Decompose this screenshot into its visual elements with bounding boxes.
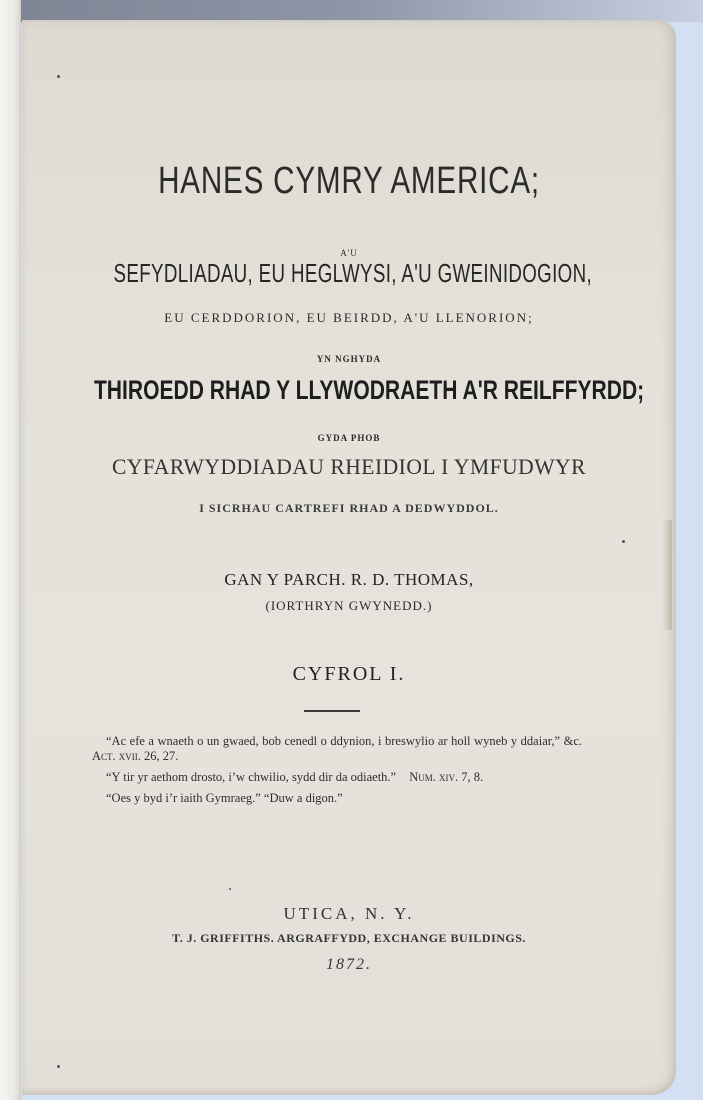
divider-rule	[304, 710, 360, 712]
book-spine-edge	[0, 0, 21, 1100]
epigraph-text: “Oes y byd i’r iaith Gymraeg.” “Duw a digon.”	[106, 791, 343, 805]
epigraph-2	[82, 770, 582, 785]
subtitle-line-5: I SICRHAU CARTREFI RHAD A DEDWYDDOL.	[199, 501, 499, 515]
paper-speck	[57, 75, 60, 78]
epigraphs	[82, 734, 582, 806]
author-line: GAN Y PARCH. R. D. THOMAS,	[224, 570, 474, 589]
subtitle-line-3: THIROEDD RHAD Y LLYWODRAETH A'R REILFFYRDD;	[93, 375, 645, 405]
epigraph-text: “Y tir yr aethom drosto, i’w chwilio, sydd dir da odiaeth.”	[106, 770, 397, 784]
paper-speck	[622, 540, 625, 543]
paper-speck	[57, 1065, 60, 1068]
connector-au: A'U	[340, 248, 358, 258]
volume-label: CYFROL I.	[292, 663, 406, 685]
connector-gyda-phob: GYDA PHOB	[317, 433, 381, 443]
subtitle-line-2: EU CERDDORION, EU BEIRDD, A'U LLENORION;	[164, 310, 534, 325]
epigraph-3	[82, 791, 582, 806]
connector-yn-nghyda: YN NGHYDA	[316, 354, 382, 364]
imprint-printer: T. J. GRIFFITHS. ARGRAFFYDD, EXCHANGE BUILDINGS.	[172, 931, 526, 945]
epigraph-reference: Act. xvii. 26, 27.	[92, 749, 179, 763]
epigraph-text: “Ac efe a wnaeth o un gwaed, bob cenedl o ddynion, i breswylio ar holl wyneb y ddaiar,” &c.	[106, 734, 582, 748]
epigraph-1	[82, 734, 582, 764]
book-title: HANES CYMRY AMERICA;	[158, 160, 540, 202]
background-shadow	[0, 0, 703, 22]
title-page	[22, 20, 676, 1095]
imprint-city: UTICA, N. Y.	[283, 904, 415, 923]
author-pseudonym: (IORTHRYN GWYNEDD.)	[265, 598, 433, 613]
subtitle-line-1: SEFYDLIADAU, EU HEGLWYSI, A'U GWEINIDOGION,	[113, 258, 593, 288]
subtitle-line-4: CYFARWYDDIADAU RHEIDIOL I YMFUDWYR	[111, 454, 586, 479]
imprint-year: 1872.	[326, 956, 372, 973]
epigraph-reference: Num. xiv. 7, 8.	[409, 770, 484, 784]
paper-speck	[229, 888, 231, 890]
